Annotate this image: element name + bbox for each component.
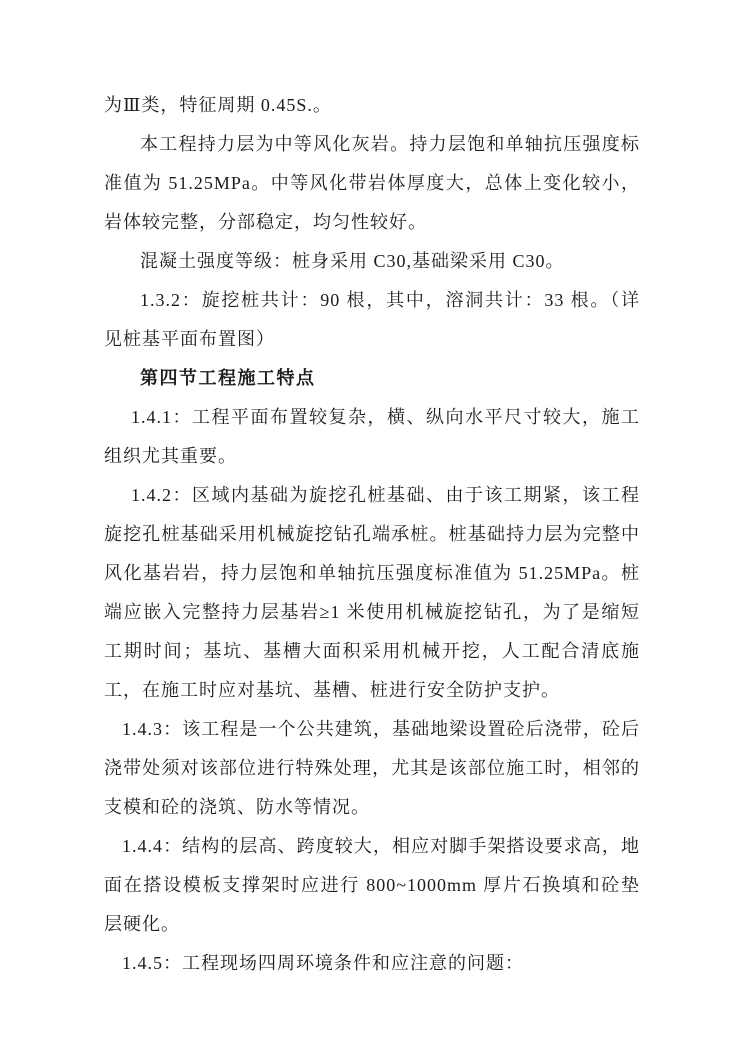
paragraph: 1.4.1：工程平面布置较复杂，横、纵向水平尺寸较大，施工组织尤其重要。 [104,407,640,466]
paragraph: 为Ⅲ类，特征周期 0.45S.。 [104,95,332,115]
section-heading: 第四节工程施工特点 [140,368,316,388]
document-body [104,86,640,983]
paragraph: 1.3.2：旋挖桩共计：90 根，其中，溶洞共计：33 根。（详见桩基平面布置图） [104,290,640,349]
paragraph: 1.4.5：工程现场四周环境条件和应注意的问题： [122,953,524,973]
paragraph: 本工程持力层为中等风化灰岩。持力层饱和单轴抗压强度标准值为 51.25MPa。中等风化带岩体厚度大，总体上变化较小，岩体较完整，分部稳定，均匀性较好。 [104,134,640,232]
paragraph: 1.4.3：该工程是一个公共建筑，基础地梁设置砼后浇带，砼后浇带处须对该部位进行特殊处理，尤其是该部位施工时，相邻的支模和砼的浇筑、防水等情况。 [104,719,640,817]
paragraph: 1.4.4：结构的层高、跨度较大，相应对脚手架搭设要求高，地面在搭设模板支撑架时应进行 800~1000mm 厚片石换填和砼垫层硬化。 [104,836,640,934]
paragraph: 1.4.2：区域内基础为旋挖孔桩基础、由于该工期紧，该工程旋挖孔桩基础采用机械旋挖钻孔端承桩。桩基础持力层为完整中风化基岩岩，持力层饱和单轴抗压强度标准值为 51.25MPa。桩端应嵌入完整持力层基岩≥1 米使用机械旋挖钻孔，为了是缩短工期时间；基坑、基槽大面积采用机械开挖，人工配合清底施工，在施工时应对基坑、基槽、桩进行安全防护支护。 [104,485,640,700]
paragraph: 混凝土强度等级：桩身采用 C30,基础梁采用 C30。 [140,251,565,271]
